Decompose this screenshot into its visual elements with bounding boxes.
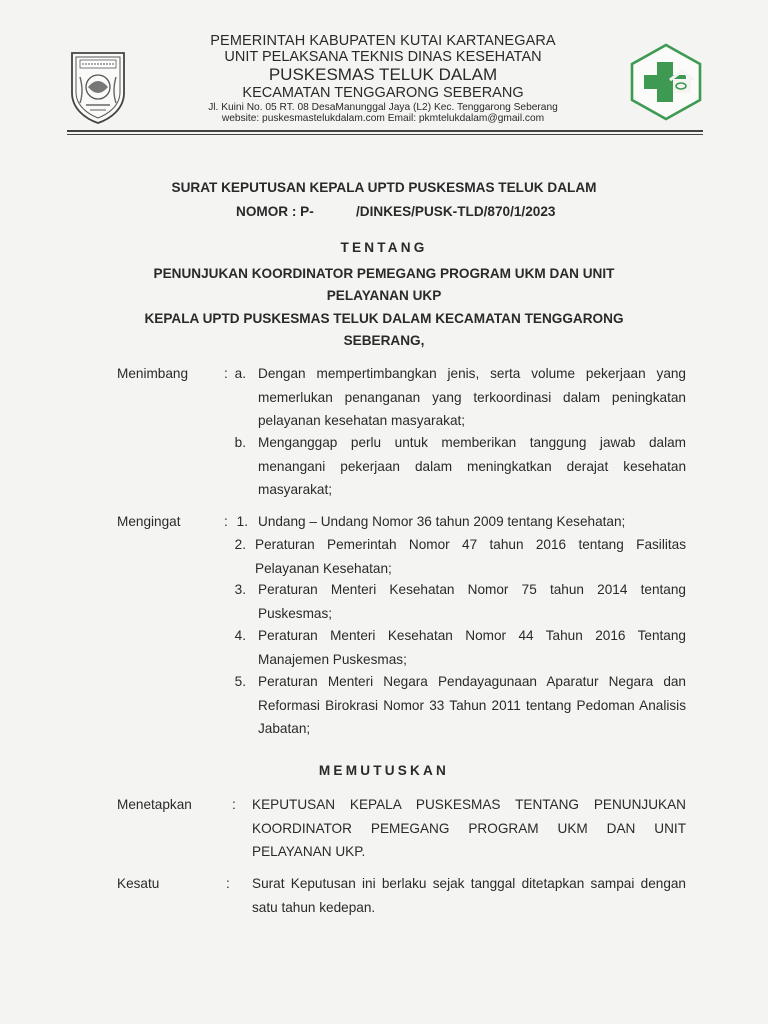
menimbang-marker-a: a.: [234, 366, 246, 381]
decree-subject-line1: PENUNJUKAN KOORDINATOR PEMEGANG PROGRAM UKM DAN UNIT: [153, 266, 615, 281]
menimbang-item-b: Menganggap perlu untuk memberikan tanggung jawab dalam menangani pekerjaan dalam meningkatkan derajat kesehatan masyarakat;: [258, 435, 686, 497]
decree-issuer: [60, 308, 708, 352]
kesatu-label: Kesatu: [117, 876, 160, 891]
mengingat-item-1: Undang – Undang Nomor 36 tahun 2009 tentang Kesehatan;: [258, 514, 626, 529]
tentang-heading: TENTANG: [340, 240, 428, 255]
letterhead: [150, 33, 616, 125]
mengingat-colon: :: [224, 514, 228, 529]
mengingat-marker-4: 4.: [234, 628, 246, 643]
letterhead-contact: website: puskesmastelukdalam.com Email: pkmtelukdalam@gmail.com: [221, 113, 545, 125]
mengingat-marker-3: 3.: [234, 582, 246, 597]
mengingat-item-3: Peraturan Menteri Kesehatan Nomor 75 tahun 2014 tentang Puskesmas;: [258, 582, 686, 621]
mengingat-marker-1: 1.: [236, 514, 248, 529]
puskesmas-logo-icon: [626, 42, 706, 122]
decree-issuer-line1: KEPALA UPTD PUSKESMAS TELUK DALAM KECAMATAN TENGGARONG: [144, 311, 624, 326]
menimbang-label: Menimbang: [117, 366, 189, 381]
letterhead-divider-thin: [67, 134, 703, 135]
decree-number-value: /DINKES/PUSK-TLD/870/1/2023: [356, 204, 556, 219]
menetapkan-text: KEPUTUSAN KEPALA PUSKESMAS TENTANG PENUNJUKAN KOORDINATOR PEMEGANG PROGRAM UKM DAN UNIT PELAYANAN UKP.: [252, 797, 686, 859]
mengingat-item-4: Peraturan Menteri Kesehatan Nomor 44 Tahun 2016 Tentang Manajemen Puskesmas;: [258, 628, 686, 667]
letterhead-address: Jl. Kuini No. 05 RT. 08 DesaManunggal Jaya (L2) Kec. Tenggarong Seberang: [208, 101, 558, 113]
menimbang-marker-b: b.: [234, 435, 246, 450]
letterhead-government: PEMERINTAH KABUPATEN KUTAI KARTANEGARA: [210, 33, 556, 49]
mengingat-item-2: Peraturan Pemerintah Nomor 47 tahun 2016 tentang Fasilitas Pelayanan Kesehatan;: [255, 537, 686, 576]
menetapkan-label: Menetapkan: [117, 797, 192, 812]
mengingat-item-5: Peraturan Menteri Negara Pendayagunaan Aparatur Negara dan Reformasi Birokrasi Nomor 33 Tahun 2011 tentang Pedoman Analisis Jabatan;: [258, 674, 686, 736]
decree-title: SURAT KEPUTUSAN KEPALA UPTD PUSKESMAS TELUK DALAM: [171, 180, 597, 195]
mengingat-marker-2: 2.: [234, 537, 246, 552]
letterhead-unit: UNIT PELAKSANA TEKNIS DINAS KESEHATAN: [224, 49, 542, 66]
decree-issuer-line2: SEBERANG,: [343, 333, 425, 348]
menimbang-item-a: Dengan mempertimbangkan jenis, serta volume pekerjaan yang memerlukan penanganan yang terkoordinasi dalam peningkatan pelayanan kesehatan masyarakat;: [258, 366, 686, 428]
decree-subject: [60, 263, 708, 307]
decree-number-label: NOMOR : P-: [236, 204, 314, 219]
letterhead-puskesmas: PUSKESMAS TELUK DALAM: [268, 65, 498, 85]
menetapkan-colon: :: [232, 797, 236, 812]
menimbang-colon: :: [224, 366, 228, 381]
decree-subject-line2: PELAYANAN UKP: [326, 288, 442, 303]
letterhead-divider: [67, 130, 703, 132]
mengingat-label: Mengingat: [117, 514, 181, 529]
kesatu-text: Surat Keputusan ini berlaku sejak tanggal ditetapkan sampai dengan satu tahun kedepan.: [252, 876, 686, 915]
mengingat-marker-5: 5.: [234, 674, 246, 689]
kesatu-colon: :: [226, 876, 230, 891]
memutuskan-heading: MEMUTUSKAN: [318, 763, 450, 778]
letterhead-district: KECAMATAN TENGGARONG SEBERANG: [242, 84, 524, 101]
regency-coat-of-arms-icon: [66, 47, 130, 125]
